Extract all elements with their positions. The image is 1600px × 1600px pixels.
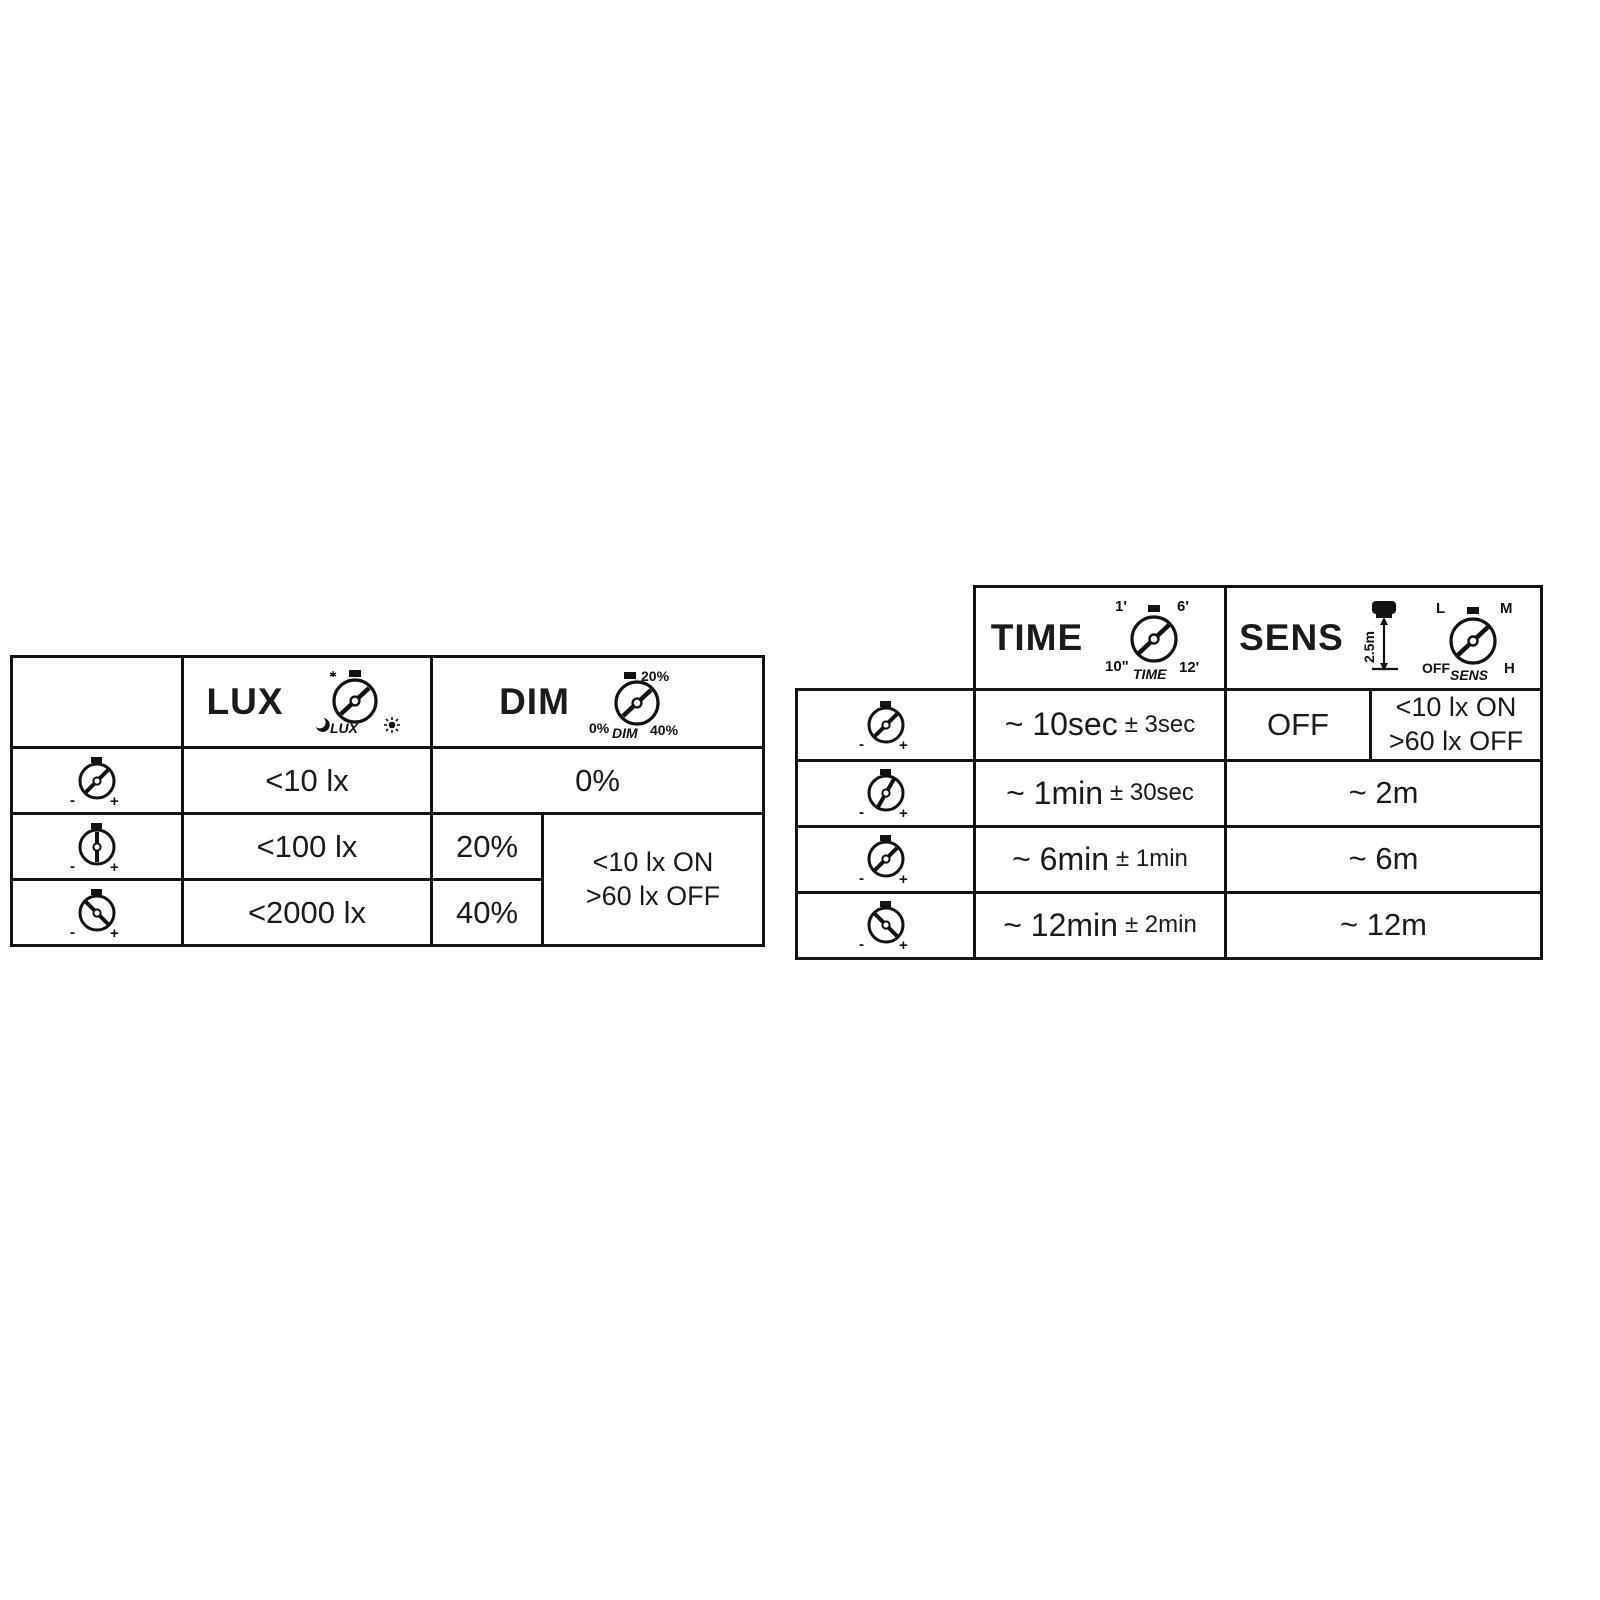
header-dim-cell xyxy=(432,657,764,748)
svg-text:10": 10" xyxy=(1105,658,1129,675)
svg-text:+: + xyxy=(898,937,908,951)
sens-off-value: OFF xyxy=(1226,690,1371,761)
table-header-row xyxy=(797,587,1542,690)
svg-text:LUX: LUX xyxy=(329,720,358,736)
dim-header-label: DIM xyxy=(499,681,570,722)
svg-text:40%: 40% xyxy=(649,722,678,738)
table-row xyxy=(797,760,1542,826)
svg-text:-: - xyxy=(70,923,75,939)
svg-text:+: + xyxy=(898,871,908,885)
svg-text:OFF: OFF xyxy=(1421,660,1450,676)
lux-value-3: <2000 lx xyxy=(183,880,432,946)
svg-text:-: - xyxy=(858,804,864,819)
time-value-cell-4 xyxy=(975,892,1226,958)
dim-dial-icon xyxy=(586,665,696,739)
svg-text:-: - xyxy=(70,857,75,873)
dim-value-2: 20% xyxy=(432,814,543,880)
table-row xyxy=(12,814,764,880)
time-value-3: ~ 6min xyxy=(1012,840,1110,877)
svg-text:+: + xyxy=(898,805,908,819)
svg-text:+: + xyxy=(110,924,119,939)
lux-value-2: <100 lx xyxy=(183,814,432,880)
svg-text:H: H xyxy=(1503,660,1515,677)
sens-dial-icon xyxy=(1418,595,1528,681)
sens-value-4: ~ 12m xyxy=(1226,892,1542,958)
time-tolerance-3: ± 1min xyxy=(1116,845,1188,872)
time-dial-icon xyxy=(1099,595,1209,681)
dial-mid-icon xyxy=(64,821,130,873)
time-tolerance-4: ± 2min xyxy=(1124,911,1197,938)
row-knob-max xyxy=(12,880,183,946)
row-knob-min xyxy=(12,748,183,814)
time-value-1: ~ 10sec xyxy=(1004,706,1118,743)
lux-value-1: <10 lx xyxy=(183,748,432,814)
row-knob-mid-high xyxy=(797,826,975,892)
dial-max-icon xyxy=(853,899,919,951)
header-time-cell xyxy=(975,587,1226,690)
svg-text:+: + xyxy=(110,792,119,807)
svg-text:+: + xyxy=(110,858,119,873)
time-value-4: ~ 12min xyxy=(1003,906,1118,943)
time-value-cell-1 xyxy=(975,690,1226,761)
dim-note-line1: <10 lx ON xyxy=(592,846,714,877)
dim-note-cell xyxy=(543,814,764,946)
sens-value-3: ~ 6m xyxy=(1226,826,1542,892)
svg-text:L: L xyxy=(1435,600,1446,617)
time-value-cell-2 xyxy=(975,760,1226,826)
dim-value-3: 40% xyxy=(432,880,543,946)
sens-header-label: SENS xyxy=(1239,617,1344,658)
row-knob-mid-low xyxy=(797,760,975,826)
table-row xyxy=(797,892,1542,958)
lux-dim-table xyxy=(10,655,765,947)
svg-text:2.5m: 2.5m xyxy=(1360,631,1377,663)
dial-mid-low-icon xyxy=(853,767,919,819)
svg-text:SENS: SENS xyxy=(1449,667,1488,681)
svg-text:+: + xyxy=(898,736,908,751)
dial-min-icon xyxy=(64,755,130,807)
lux-header-label: LUX xyxy=(206,681,284,722)
time-tolerance-1: ± 3sec xyxy=(1124,710,1196,738)
row-knob-min xyxy=(797,690,975,761)
svg-text:-: - xyxy=(858,870,864,885)
header-knob-cell xyxy=(12,657,183,748)
sens-value-2: ~ 2m xyxy=(1226,760,1542,826)
svg-text:DIM: DIM xyxy=(611,725,638,739)
sens-note-line2: >60 lx OFF xyxy=(1388,725,1524,756)
table-row xyxy=(12,748,764,814)
dim-value-1: 0% xyxy=(432,748,764,814)
header-lux-cell xyxy=(183,657,432,748)
header-sens-cell xyxy=(1226,587,1542,690)
header-spacer-cell xyxy=(797,587,975,690)
time-sens-table xyxy=(795,585,1543,960)
sens-note-line1: <10 lx ON xyxy=(1395,692,1517,722)
sens-note-cell xyxy=(1371,690,1542,761)
svg-text:0%: 0% xyxy=(588,720,610,736)
dial-max-icon xyxy=(64,887,130,939)
row-knob-max xyxy=(797,892,975,958)
svg-text:6': 6' xyxy=(1177,598,1190,615)
table-row xyxy=(797,826,1542,892)
dim-note-line2: >60 lx OFF xyxy=(585,880,721,911)
table-header-row xyxy=(12,657,764,748)
svg-text:1': 1' xyxy=(1115,598,1128,615)
dial-mid-high-icon xyxy=(853,833,919,885)
table-row xyxy=(797,690,1542,761)
time-tolerance-2: ± 30sec xyxy=(1110,779,1194,806)
svg-text:-: - xyxy=(858,936,864,951)
row-knob-mid xyxy=(12,814,183,880)
time-header-label: TIME xyxy=(990,617,1084,658)
svg-text:-: - xyxy=(70,791,75,807)
svg-text:TIME: TIME xyxy=(1133,666,1167,681)
lux-dial-icon xyxy=(300,665,408,739)
svg-text:12': 12' xyxy=(1179,659,1200,676)
dial-min-icon xyxy=(853,699,919,751)
svg-text:-: - xyxy=(858,735,864,751)
time-value-2: ~ 1min xyxy=(1006,774,1104,811)
svg-text:M: M xyxy=(1499,600,1513,617)
svg-text:20%: 20% xyxy=(640,668,669,684)
sens-height-icon xyxy=(1360,595,1402,681)
time-value-cell-3 xyxy=(975,826,1226,892)
